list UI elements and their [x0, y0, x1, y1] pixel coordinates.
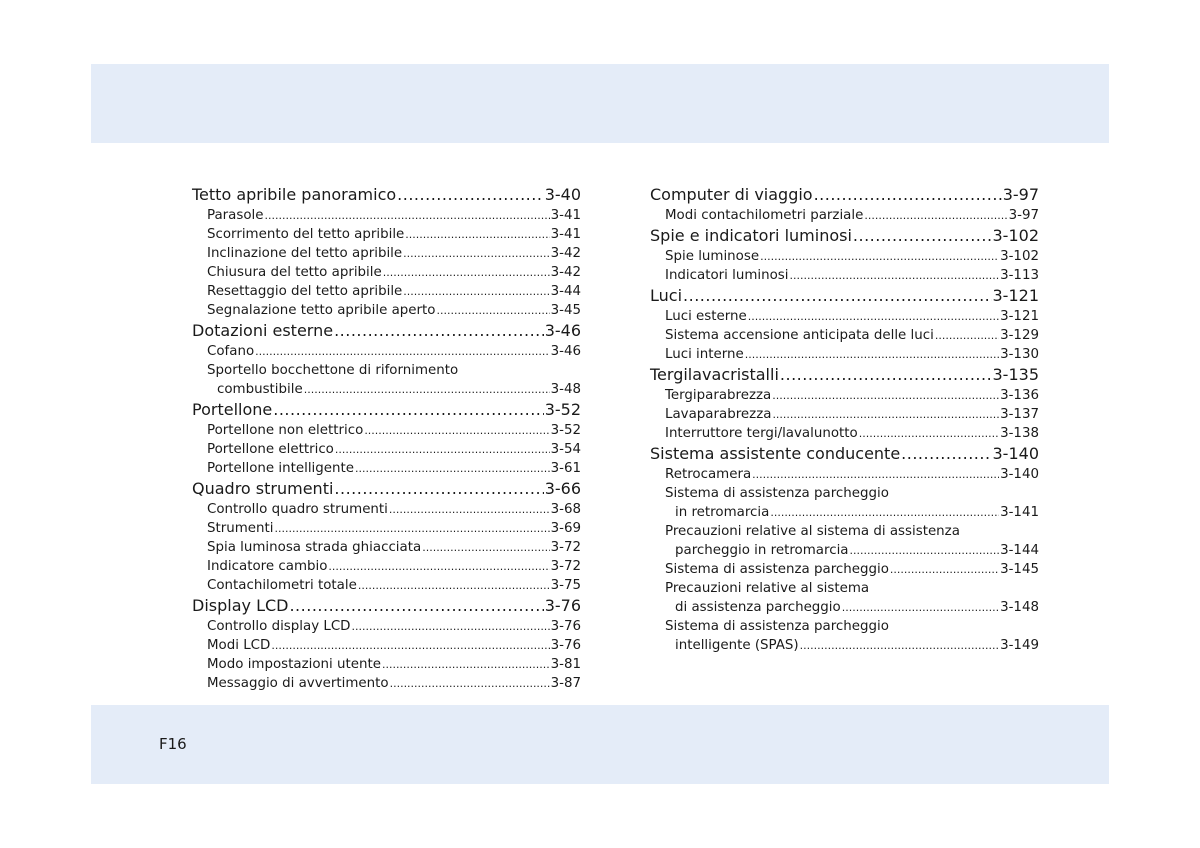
toc-entry-first-line[interactable]: Precauzioni relative al sistema: [665, 581, 870, 596]
dot-leader: [864, 206, 1007, 225]
toc-entry-first-line[interactable]: Sportello bocchettone di rifornimento: [207, 363, 459, 378]
dot-leader: [780, 364, 992, 386]
toc-entry[interactable]: Segnalazione tetto apribile aperto ..... 3-45: [192, 301, 581, 320]
toc-left-column: [192, 184, 581, 693]
toc-entry[interactable]: in retromarcia ..... 3-141: [650, 503, 1039, 522]
dot-leader: [745, 345, 999, 364]
toc-entry[interactable]: Sistema accensione anticipata delle luci ..... 3-129: [650, 326, 1039, 345]
toc-entry[interactable]: Chiusura del tetto apribile ..... 3-42: [192, 263, 581, 282]
dot-leader: [748, 307, 999, 326]
dot-leader: [683, 285, 991, 307]
toc-entry[interactable]: Strumenti ..... 3-69: [192, 519, 581, 538]
dot-leader: [335, 440, 550, 459]
dot-leader: [842, 598, 999, 617]
toc-entry[interactable]: parcheggio in retromarcia ..... 3-144: [650, 541, 1039, 560]
toc-entry[interactable]: Portellone elettrico ..... 3-54: [192, 440, 581, 459]
dot-leader: [364, 421, 549, 440]
dot-leader: [265, 206, 550, 225]
toc-entry[interactable]: combustibile ..... 3-48: [192, 380, 581, 399]
toc-entry[interactable]: Portellone non elettrico ..... 3-52: [192, 421, 581, 440]
toc-entry[interactable]: intelligente (SPAS) ..... 3-149: [650, 636, 1039, 655]
dot-leader: [328, 557, 549, 576]
toc-section-heading[interactable]: Tergilavacristalli ..... 3-135: [650, 364, 1039, 386]
toc-entry[interactable]: Lavaparabrezza ..... 3-137: [650, 405, 1039, 424]
toc-entry[interactable]: Modi contachilometri parziale ..... 3-97: [650, 206, 1039, 225]
dot-leader: [355, 459, 550, 478]
dot-leader: [382, 655, 550, 674]
toc-section-heading[interactable]: Luci ..... 3-121: [650, 285, 1039, 307]
dot-leader: [289, 595, 543, 617]
dot-leader: [800, 636, 999, 655]
toc-section-heading[interactable]: Dotazioni esterne ..... 3-46: [192, 320, 581, 342]
toc-entry-first-line[interactable]: Sistema di assistenza parcheggio: [665, 486, 889, 501]
toc-section-heading[interactable]: Display LCD ..... 3-76: [192, 595, 581, 617]
toc-entry[interactable]: Portellone intelligente ..... 3-61: [192, 459, 581, 478]
dot-leader: [397, 184, 544, 206]
dot-leader: [383, 263, 550, 282]
toc-entry[interactable]: Messaggio di avvertimento ..... 3-87: [192, 674, 581, 693]
toc-entry[interactable]: Cofano ..... 3-46: [192, 342, 581, 361]
toc-entry[interactable]: Modi LCD ..... 3-76: [192, 636, 581, 655]
toc-entry[interactable]: Spia luminosa strada ghiacciata ..... 3-72: [192, 538, 581, 557]
dot-leader: [389, 500, 550, 519]
dot-leader: [274, 519, 549, 538]
toc-section-heading[interactable]: Portellone ..... 3-52: [192, 399, 581, 421]
dot-leader: [772, 386, 999, 405]
toc-entry[interactable]: Tergiparabrezza ..... 3-136: [650, 386, 1039, 405]
dot-leader: [772, 405, 999, 424]
toc-entry[interactable]: Resettaggio del tetto apribile ..... 3-44: [192, 282, 581, 301]
toc-section-heading[interactable]: Sistema assistente conducente ..... 3-140: [650, 443, 1039, 465]
dot-leader: [390, 674, 550, 693]
toc-entry[interactable]: Modo impostazioni utente ..... 3-81: [192, 655, 581, 674]
dot-leader: [770, 503, 999, 522]
dot-leader: [790, 266, 1000, 285]
toc-section-heading[interactable]: Spie e indicatori luminosi ..... 3-102: [650, 225, 1039, 247]
dot-leader: [358, 576, 550, 595]
dot-leader: [935, 326, 999, 345]
toc-entry[interactable]: Spie luminose ..... 3-102: [650, 247, 1039, 266]
toc-entry[interactable]: Retrocamera ..... 3-140: [650, 465, 1039, 484]
page-number: F16: [159, 735, 187, 753]
dot-leader: [850, 541, 1000, 560]
dot-leader: [403, 244, 549, 263]
toc-entry[interactable]: Contachilometri totale ..... 3-75: [192, 576, 581, 595]
dot-leader: [334, 478, 543, 500]
dot-leader: [334, 320, 544, 342]
dot-leader: [352, 617, 550, 636]
dot-leader: [422, 538, 549, 557]
toc-entry[interactable]: Scorrimento del tetto apribile ..... 3-41: [192, 225, 581, 244]
dot-leader: [859, 424, 999, 443]
toc-entry[interactable]: Parasole ..... 3-41: [192, 206, 581, 225]
dot-leader: [890, 560, 999, 579]
dot-leader: [853, 225, 992, 247]
toc-entry-first-line[interactable]: Sistema di assistenza parcheggio: [665, 619, 889, 634]
dot-leader: [405, 225, 549, 244]
toc-section-heading[interactable]: Quadro strumenti ..... 3-66: [192, 478, 581, 500]
dot-leader: [814, 184, 1002, 206]
toc-entry[interactable]: di assistenza parcheggio ..... 3-148: [650, 598, 1039, 617]
toc-entry[interactable]: Sistema di assistenza parcheggio ..... 3-145: [650, 560, 1039, 579]
dot-leader: [304, 380, 550, 399]
toc-entry[interactable]: Indicatore cambio ..... 3-72: [192, 557, 581, 576]
footer-band: [91, 705, 1109, 784]
toc-entry[interactable]: Indicatori luminosi ..... 3-113: [650, 266, 1039, 285]
toc-entry[interactable]: Inclinazione del tetto apribile ..... 3-42: [192, 244, 581, 263]
toc-entry[interactable]: Luci esterne ..... 3-121: [650, 307, 1039, 326]
toc-entry[interactable]: Luci interne ..... 3-130: [650, 345, 1039, 364]
toc-entry[interactable]: Interruttore tergi/lavalunotto ..... 3-138: [650, 424, 1039, 443]
toc-entry-first-line[interactable]: Precauzioni relative al sistema di assistenza: [665, 524, 960, 539]
toc-right-column: [650, 184, 1039, 655]
dot-leader: [273, 399, 543, 421]
toc-section-heading[interactable]: Computer di viaggio ..... 3-97: [650, 184, 1039, 206]
dot-leader: [271, 636, 549, 655]
toc-section-heading[interactable]: Tetto apribile panoramico ..... 3-40: [192, 184, 581, 206]
dot-leader: [901, 443, 991, 465]
dot-leader: [255, 342, 549, 361]
header-band: [91, 64, 1109, 143]
toc-entry[interactable]: Controllo display LCD ..... 3-76: [192, 617, 581, 636]
dot-leader: [403, 282, 549, 301]
dot-leader: [760, 247, 999, 266]
dot-leader: [752, 465, 999, 484]
dot-leader: [436, 301, 549, 320]
toc-entry[interactable]: Controllo quadro strumenti ..... 3-68: [192, 500, 581, 519]
